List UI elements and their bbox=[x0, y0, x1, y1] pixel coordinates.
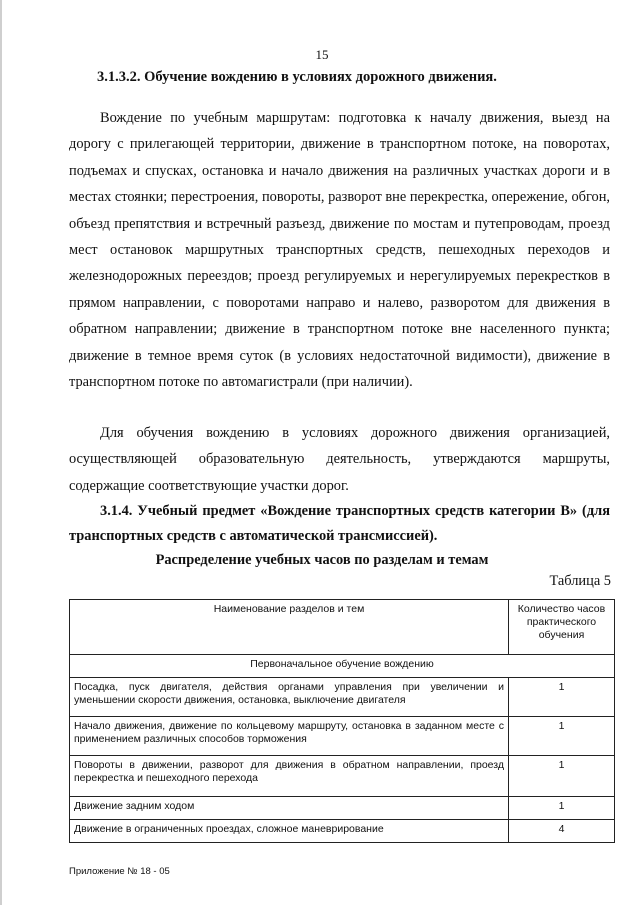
table-section-row bbox=[70, 655, 615, 678]
topic-cell: Движение задним ходом bbox=[70, 797, 509, 820]
paragraph-text: Для обучения вождению в условиях дорожного движения организацией, осуществляющей образовательную деятельность, утверждаются маршруты, содержащие соответствующие участки дорог. bbox=[69, 425, 610, 494]
hours-cell: 1 bbox=[509, 717, 615, 756]
paragraph-driving-routes bbox=[69, 105, 610, 395]
table-header-row bbox=[70, 600, 615, 655]
hours-cell: 4 bbox=[509, 820, 615, 843]
section-heading: 3.1.3.2. Обучение вождению в условиях дорожного движения. bbox=[97, 69, 497, 85]
section-title: Первоначальное обучение вождению bbox=[70, 655, 615, 678]
topic-cell: Движение в ограниченных проездах, сложное маневрирование bbox=[70, 820, 509, 843]
table-row bbox=[70, 797, 615, 820]
topic-cell: Начало движения, движение по кольцевому маршруту, остановка в заданном месте с применением различных способов торможения bbox=[70, 717, 509, 756]
table-row bbox=[70, 678, 615, 717]
table-row bbox=[70, 717, 615, 756]
subject-heading-text: 3.1.4. Учебный предмет «Вождение транспортных средств категории B» (для транспортных средств с автоматической трансмиссией). bbox=[69, 503, 610, 544]
hours-cell: 1 bbox=[509, 797, 615, 820]
header-hours: Количество часов практического обучения bbox=[509, 600, 615, 655]
hours-cell: 1 bbox=[509, 756, 615, 797]
table-title: Распределение учебных часов по разделам и темам bbox=[155, 552, 489, 568]
table-row bbox=[70, 820, 615, 843]
header-name: Наименование разделов и тем bbox=[70, 600, 509, 655]
topic-cell: Посадка, пуск двигателя, действия органами управления при увеличении и уменьшении скорости движения, остановка, выключение двигателя bbox=[70, 678, 509, 717]
hours-cell: 1 bbox=[509, 678, 615, 717]
paragraph-text: Вождение по учебным маршрутам: подготовка к началу движения, выезд на дорогу с прилегающей территории, движение в транспортном потоке, на поворотах, подъемах и спусках, остановка и начало движения на различных участках дороги и в местах стоянки; перестроения, повороты, разворот вне перекрестка, опережение, обгон, объезд препятствия и встречный разъезд, движение по мостам и путепроводам, проезд мест остановок маршрутных транспортных средств, пешеходных переходов и железнодорожных переездов; проезд регулируемых и нерегулируемых перекрестков в прямом направлении, с поворотами направо и налево, разворотом для движения в обратном направлении; движение в транспортном потоке вне населенного пункта; движение в темное время суток (в условиях недостаточной видимости), движение в транспортном потоке по автомагистрали (при наличии). bbox=[69, 110, 611, 391]
paragraph-routes-approval bbox=[69, 420, 610, 499]
table-row bbox=[70, 756, 615, 797]
topic-cell: Повороты в движении, разворот для движения в обратном направлении, проезд перекрестка и пешеходного перехода bbox=[70, 756, 509, 797]
subject-heading bbox=[69, 499, 610, 549]
table-label: Таблица 5 bbox=[549, 573, 611, 589]
page-footer: Приложение № 18 - 05 bbox=[69, 866, 170, 877]
hours-table bbox=[69, 599, 615, 843]
page-number: 15 bbox=[315, 47, 329, 62]
